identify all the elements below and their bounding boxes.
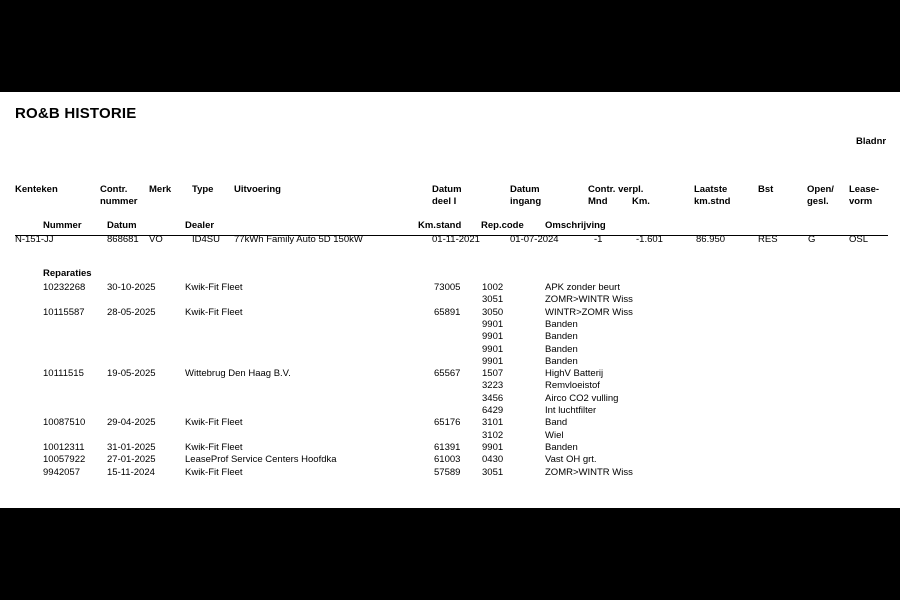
col-lease-1: Lease- bbox=[849, 184, 880, 195]
repair-omschrijving: Banden bbox=[545, 331, 578, 343]
repair-datum: 19-05-2025 bbox=[107, 368, 156, 380]
repair-dealer: Kwik-Fit Fleet bbox=[185, 466, 243, 478]
repair-omschrijving: Remvloeistof bbox=[545, 380, 600, 392]
repair-omschrijving: Banden bbox=[545, 441, 578, 453]
col-datum: Datum bbox=[107, 220, 137, 231]
col-contr-nummer-2: nummer bbox=[100, 196, 138, 207]
repair-code: 6429 bbox=[482, 405, 504, 416]
repair-code: 1507 bbox=[482, 368, 504, 380]
repair-dealer: Kwik-Fit Fleet bbox=[185, 306, 243, 318]
col-omschrijving: Omschrijving bbox=[545, 220, 606, 231]
repair-omschrijving: Banden bbox=[545, 355, 578, 367]
vehicle-mnd: -1 bbox=[594, 234, 603, 245]
repair-omschrijving: ZOMR>WINTR Wiss bbox=[545, 294, 633, 306]
repair-dealer: Kwik-Fit Fleet bbox=[185, 417, 243, 429]
col-datum-deel-2: deel I bbox=[432, 196, 457, 207]
repair-code: 3223 bbox=[482, 380, 504, 392]
repair-km-stand: 73005 bbox=[434, 282, 461, 293]
repair-datum: 27-01-2025 bbox=[107, 454, 156, 466]
repair-code: 9901 bbox=[482, 318, 504, 330]
vehicle-km: -1.601 bbox=[636, 234, 663, 245]
repair-code: 3102 bbox=[482, 429, 504, 441]
section-reparaties: Reparaties bbox=[43, 268, 92, 279]
repair-dealer: Kwik-Fit Fleet bbox=[185, 282, 243, 293]
vehicle-open: G bbox=[808, 234, 816, 245]
vehicle-bst: RES bbox=[758, 234, 778, 245]
col-datum-ingang-2: ingang bbox=[510, 196, 542, 207]
vehicle-laatste-km: 86.950 bbox=[696, 234, 726, 245]
vehicle-kenteken: N-151-JJ bbox=[15, 234, 54, 245]
repair-km-stand: 57589 bbox=[434, 466, 461, 478]
repair-km-stand: 61003 bbox=[434, 454, 461, 466]
vehicle-merk: VO bbox=[149, 234, 163, 245]
repair-dealer: Kwik-Fit Fleet bbox=[185, 441, 243, 453]
repair-code: 0430 bbox=[482, 454, 504, 466]
repair-code: 9901 bbox=[482, 355, 504, 367]
repair-code: 1002 bbox=[482, 282, 504, 293]
repair-nummer: 10057922 bbox=[43, 454, 86, 466]
repair-datum: 30-10-2025 bbox=[107, 282, 156, 293]
repair-km-stand: 65891 bbox=[434, 306, 461, 318]
repair-code: 9901 bbox=[482, 343, 504, 355]
col-nummer: Nummer bbox=[43, 220, 82, 231]
repair-nummer: 9942057 bbox=[43, 466, 80, 478]
vehicle-uitvoering: 77kWh Family Auto 5D 150kW bbox=[234, 234, 363, 245]
repair-km-stand: 65176 bbox=[434, 417, 461, 429]
repair-omschrijving: Int luchtfilter bbox=[545, 405, 597, 416]
col-laatste-1: Laatste bbox=[694, 184, 728, 195]
repair-km-stand: 65567 bbox=[434, 368, 461, 380]
col-mnd: Mnd bbox=[588, 196, 608, 207]
col-kenteken: Kenteken bbox=[15, 184, 58, 195]
repair-omschrijving: Vast OH grt. bbox=[545, 454, 597, 466]
repair-nummer: 10087510 bbox=[43, 417, 86, 429]
repair-omschrijving: Airco CO2 vulling bbox=[545, 392, 619, 404]
repair-code: 3456 bbox=[482, 392, 504, 404]
col-dealer: Dealer bbox=[185, 220, 215, 231]
repair-datum: 29-04-2025 bbox=[107, 417, 156, 429]
col-open-2: gesl. bbox=[807, 196, 829, 207]
col-lease-2: vorm bbox=[849, 196, 873, 207]
page-title: RO&B HISTORIE bbox=[15, 105, 137, 122]
repair-nummer: 10115587 bbox=[43, 306, 85, 318]
col-km-stand: Km.stand bbox=[418, 220, 462, 231]
repair-omschrijving: HighV Batterij bbox=[545, 368, 604, 380]
col-contr-verpl: Contr. verpl. bbox=[588, 184, 644, 195]
page-number-label: Bladnr bbox=[856, 136, 887, 147]
repair-datum: 31-01-2025 bbox=[107, 441, 156, 453]
repair-code: 9901 bbox=[482, 331, 504, 343]
col-laatste-2: km.stnd bbox=[694, 196, 731, 207]
col-bst: Bst bbox=[758, 184, 774, 195]
repair-omschrijving: WINTR>ZOMR Wiss bbox=[545, 306, 633, 318]
repair-km-stand: 61391 bbox=[434, 441, 461, 453]
repair-code: 3051 bbox=[482, 294, 504, 306]
repair-omschrijving: Wiel bbox=[545, 429, 564, 441]
repair-code: 3051 bbox=[482, 466, 504, 478]
repair-nummer: 10111515 bbox=[43, 368, 84, 380]
vehicle-type: ID4SU bbox=[192, 234, 220, 245]
col-merk: Merk bbox=[149, 184, 172, 195]
col-datum-ingang-1: Datum bbox=[510, 184, 540, 195]
repair-omschrijving: Banden bbox=[545, 343, 578, 355]
col-contr-nummer-1: Contr. bbox=[100, 184, 128, 195]
col-open-1: Open/ bbox=[807, 184, 834, 195]
col-km: Km. bbox=[632, 196, 650, 207]
col-datum-deel-1: Datum bbox=[432, 184, 462, 195]
col-type: Type bbox=[192, 184, 214, 195]
col-rep-code: Rep.code bbox=[481, 220, 524, 231]
repair-code: 3050 bbox=[482, 306, 504, 318]
document-page bbox=[0, 92, 900, 508]
repair-datum: 15-11-2024 bbox=[107, 466, 155, 478]
repair-omschrijving: Banden bbox=[545, 318, 578, 330]
repair-omschrijving: Band bbox=[545, 417, 568, 429]
vehicle-contract: 868681 bbox=[107, 234, 139, 245]
col-uitvoering: Uitvoering bbox=[234, 184, 281, 195]
repair-dealer: Wittebrug Den Haag B.V. bbox=[185, 368, 291, 380]
repair-nummer: 10232268 bbox=[43, 282, 86, 293]
repair-nummer: 10012311 bbox=[43, 441, 85, 453]
vehicle-datum-ingang: 01-07-2024 bbox=[510, 234, 559, 245]
repair-dealer: LeaseProf Service Centers Hoofdka bbox=[185, 454, 337, 466]
repair-omschrijving: APK zonder beurt bbox=[545, 282, 620, 293]
repair-code: 3101 bbox=[482, 417, 504, 429]
repair-code: 9901 bbox=[482, 441, 504, 453]
vehicle-datum-deel1: 01-11-2021 bbox=[432, 234, 480, 245]
repair-omschrijving: ZOMR>WINTR Wiss bbox=[545, 466, 633, 478]
vehicle-lease-vorm: OSL bbox=[849, 234, 869, 245]
repair-datum: 28-05-2025 bbox=[107, 306, 156, 318]
